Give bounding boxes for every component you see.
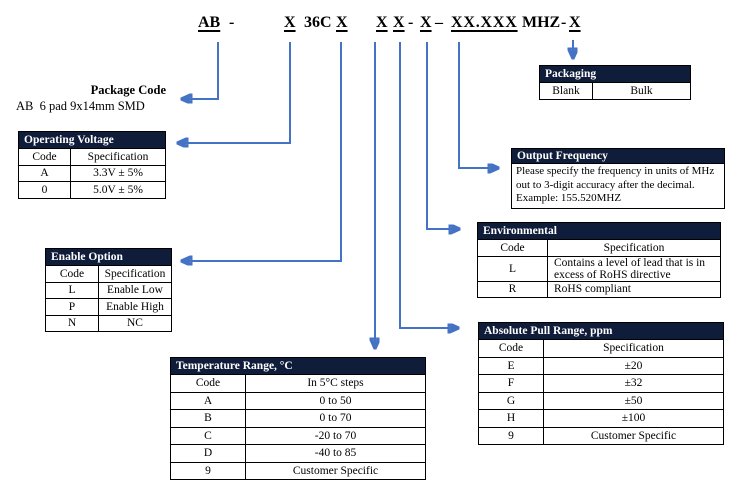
table-row	[46, 282, 172, 299]
spec-cell: 3.3V ± 5%	[71, 165, 166, 182]
box-title: Output Frequency	[511, 148, 725, 164]
spec-cell: 0 to 70	[246, 410, 426, 428]
column-header: Code	[171, 375, 246, 393]
pn-enable-option: X	[336, 14, 348, 31]
table-title: Enable Option	[46, 249, 172, 266]
pn-operating-voltage: X	[284, 14, 296, 31]
spec-cell: NC	[99, 315, 172, 332]
arrow-enable-option	[184, 42, 341, 261]
environmental-table	[477, 222, 721, 298]
table-title: Temperature Range, °C	[171, 358, 426, 375]
pn-frequency: XX.XXX	[451, 14, 518, 31]
table-header-row	[478, 240, 721, 257]
table-row	[19, 165, 166, 182]
pn-environmental: X	[420, 14, 432, 31]
column-header: Code	[479, 340, 544, 358]
table-title: Environmental	[478, 223, 721, 240]
table-row	[171, 410, 426, 428]
spec-cell: Customer Specific	[246, 462, 426, 480]
pn-separator: -	[229, 14, 235, 31]
column-header: Specification	[548, 240, 721, 257]
table-header-row	[19, 149, 166, 166]
table-row	[19, 182, 166, 199]
packaging-bulk-cell: Bulk	[593, 83, 691, 100]
table-row	[479, 410, 724, 428]
column-header: Code	[478, 240, 548, 257]
table-header-row	[479, 340, 724, 358]
table-row	[479, 392, 724, 410]
code-cell: F	[479, 375, 544, 393]
spec-cell: RoHS compliant	[548, 281, 721, 298]
pn-pull-range: X	[393, 14, 405, 31]
enable-option-table	[45, 248, 172, 332]
table-row	[478, 256, 721, 281]
table-row	[478, 281, 721, 298]
spec-cell: Contains a level of lead that is in excess of RoHS directive	[548, 256, 721, 281]
output-frequency-line: out to 3-digit accuracy after the decimal.	[516, 178, 695, 191]
pn-packaging: X	[569, 14, 581, 31]
pn-separator: -	[561, 14, 567, 31]
code-cell: E	[479, 357, 544, 375]
absolute-pull-range-table	[478, 322, 724, 445]
table-title: Operating Voltage	[19, 132, 166, 149]
pn-temperature: X	[376, 14, 388, 31]
code-cell: G	[479, 392, 544, 410]
code-cell: 9	[171, 462, 246, 480]
package-code-title: Package Code	[90, 83, 166, 97]
pn-series-36c: 36C	[304, 14, 332, 31]
code-cell: H	[479, 410, 544, 428]
packaging-blank-cell: Blank	[540, 83, 593, 100]
package-code-block	[2, 83, 168, 114]
output-frequency-line: Please specify the frequency in units of MHz	[516, 165, 715, 177]
column-header: Specification	[544, 340, 724, 358]
code-cell: 9	[479, 427, 544, 445]
output-frequency-text	[511, 164, 725, 209]
output-frequency-box	[511, 148, 725, 209]
table-row	[46, 299, 172, 316]
spec-cell: ±50	[544, 392, 724, 410]
code-cell: C	[171, 427, 246, 445]
table-row	[479, 375, 724, 393]
spec-cell: Customer Specific	[544, 427, 724, 445]
arrow-package-code	[184, 42, 218, 99]
arrow-environmental	[427, 42, 457, 229]
pn-mhz: MHZ	[522, 14, 561, 31]
table-row	[479, 427, 724, 445]
table-title: Packaging	[540, 66, 691, 83]
pn-package-code: AB	[198, 14, 221, 31]
table-row	[171, 445, 426, 463]
spec-cell: ±20	[544, 357, 724, 375]
code-cell: R	[478, 281, 548, 298]
pn-dash: –	[435, 14, 443, 31]
code-cell: L	[478, 256, 548, 281]
table-row	[479, 357, 724, 375]
spec-cell: 0 to 50	[246, 392, 426, 410]
spec-cell: Enable High	[99, 299, 172, 316]
arrow-operating-voltage	[180, 42, 290, 143]
operating-voltage-table	[18, 131, 166, 199]
code-cell: P	[46, 299, 99, 316]
pn-separator: -	[408, 14, 414, 31]
code-cell: A	[19, 165, 71, 182]
column-header: Specification	[71, 149, 166, 166]
table-row	[540, 83, 691, 100]
table-header-row	[46, 266, 172, 283]
temperature-range-table	[170, 357, 426, 480]
packaging-table	[539, 65, 691, 100]
spec-cell: Enable Low	[99, 282, 172, 299]
table-row	[171, 427, 426, 445]
column-header: Code	[46, 266, 99, 283]
table-row	[46, 315, 172, 332]
code-cell: A	[171, 392, 246, 410]
arrow-output-frequency	[459, 42, 496, 168]
code-cell: B	[171, 410, 246, 428]
column-header: Code	[19, 149, 71, 166]
spec-cell: -40 to 85	[246, 445, 426, 463]
code-cell: 0	[19, 182, 71, 199]
code-cell: L	[46, 282, 99, 299]
table-row	[171, 462, 426, 480]
table-header-row	[171, 375, 426, 393]
code-cell: D	[171, 445, 246, 463]
code-cell: N	[46, 315, 99, 332]
table-title: Absolute Pull Range, ppm	[479, 323, 724, 340]
spec-cell: -20 to 70	[246, 427, 426, 445]
package-code-description: AB 6 pad 9x14mm SMD	[16, 99, 145, 113]
table-row	[171, 392, 426, 410]
spec-cell: ±32	[544, 375, 724, 393]
output-frequency-line: Example: 155.520MHZ	[516, 192, 622, 204]
column-header: In 5°C steps	[246, 375, 426, 393]
column-header: Specification	[99, 266, 172, 283]
spec-cell: 5.0V ± 5%	[71, 182, 166, 199]
spec-cell: ±100	[544, 410, 724, 428]
